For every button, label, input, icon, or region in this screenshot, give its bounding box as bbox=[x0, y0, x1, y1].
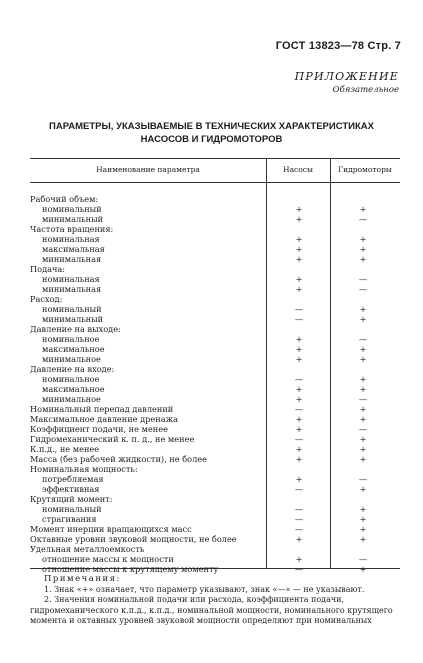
table-row bbox=[30, 484, 400, 494]
table-row bbox=[30, 314, 400, 324]
motor-mark: + bbox=[359, 414, 367, 424]
table-row bbox=[30, 254, 400, 264]
table-row bbox=[30, 474, 400, 484]
parameter-name: Номинальный перепад давлений bbox=[30, 404, 174, 414]
parameter-name: максимальная bbox=[42, 244, 105, 254]
table-row bbox=[30, 274, 400, 284]
appendix-block bbox=[295, 70, 399, 95]
table-row bbox=[30, 244, 400, 254]
appendix-title: ПРИЛОЖЕНИЕ bbox=[294, 70, 399, 83]
notes-heading: Примечания: bbox=[44, 574, 121, 584]
pump-mark: — bbox=[294, 374, 304, 384]
table-row bbox=[30, 514, 400, 524]
pump-mark: — bbox=[294, 514, 304, 524]
parameter-name: номинальная bbox=[42, 274, 100, 284]
table-row bbox=[30, 544, 400, 554]
motor-mark: — bbox=[358, 554, 368, 564]
table-row bbox=[30, 324, 400, 334]
header-motors: Гидромоторы bbox=[338, 165, 392, 174]
motor-mark: + bbox=[359, 234, 367, 244]
parameter-name: минимальное bbox=[42, 354, 101, 364]
motor-mark: + bbox=[359, 384, 367, 394]
parameter-name: номинальное bbox=[42, 374, 100, 384]
parameter-name: Крутящий момент: bbox=[30, 494, 113, 504]
header-pumps: Насосы bbox=[283, 165, 313, 174]
motor-mark: + bbox=[359, 304, 367, 314]
pump-mark: + bbox=[295, 334, 303, 344]
table-row bbox=[30, 354, 400, 364]
motor-mark: + bbox=[359, 434, 367, 444]
pump-mark: + bbox=[295, 444, 303, 454]
motor-mark: — bbox=[358, 214, 368, 224]
table-row bbox=[30, 554, 400, 564]
table-top-rule bbox=[30, 158, 400, 159]
pump-mark: + bbox=[295, 244, 303, 254]
pump-mark: + bbox=[295, 424, 303, 434]
table-header-rule bbox=[30, 182, 400, 183]
motor-mark: + bbox=[359, 344, 367, 354]
pump-mark: + bbox=[295, 554, 303, 564]
pump-mark: — bbox=[294, 504, 304, 514]
table-row bbox=[30, 374, 400, 384]
table-row bbox=[30, 334, 400, 344]
table-row bbox=[30, 224, 400, 234]
parameter-name: минимальное bbox=[42, 394, 101, 404]
table-row bbox=[30, 364, 400, 374]
parameters-table bbox=[30, 158, 400, 574]
parameter-name: Подача: bbox=[30, 264, 66, 274]
motor-mark: + bbox=[359, 484, 367, 494]
motor-mark: — bbox=[358, 284, 368, 294]
pump-mark: + bbox=[295, 274, 303, 284]
parameter-name: Октавные уровни звуковой мощности, не более bbox=[30, 534, 237, 544]
motor-mark: + bbox=[359, 204, 367, 214]
table-row bbox=[30, 214, 400, 224]
motor-mark: + bbox=[359, 254, 367, 264]
pump-mark: + bbox=[295, 394, 303, 404]
parameter-name: максимальное bbox=[42, 344, 105, 354]
motor-mark: + bbox=[359, 314, 367, 324]
parameter-name: номинальный bbox=[42, 304, 102, 314]
pump-mark: + bbox=[295, 284, 303, 294]
pump-mark: — bbox=[294, 404, 304, 414]
parameter-name: Давление на входе: bbox=[30, 364, 115, 374]
parameter-name: страгивания bbox=[42, 514, 97, 524]
parameter-name: Максимальное давление дренажа bbox=[30, 414, 178, 424]
standard-header: ГОСТ 13823—78 Стр. 7 bbox=[275, 40, 401, 52]
table-row bbox=[30, 564, 400, 574]
table-row bbox=[30, 264, 400, 274]
table-row bbox=[30, 394, 400, 404]
table-row bbox=[30, 304, 400, 314]
motor-mark: + bbox=[359, 504, 367, 514]
table-row bbox=[30, 344, 400, 354]
pump-mark: — bbox=[294, 524, 304, 534]
motor-mark: + bbox=[359, 454, 367, 464]
parameter-name: минимальный bbox=[42, 314, 104, 324]
motor-mark: + bbox=[359, 374, 367, 384]
parameter-name: максимальное bbox=[42, 384, 105, 394]
table-row bbox=[30, 464, 400, 474]
parameter-name: потребляемая bbox=[42, 474, 104, 484]
table-row bbox=[30, 454, 400, 464]
pump-mark: + bbox=[295, 214, 303, 224]
pump-mark: + bbox=[295, 254, 303, 264]
appendix-subtitle: Обязательное bbox=[332, 85, 399, 95]
parameter-name: номинальный bbox=[42, 204, 102, 214]
table-row bbox=[30, 404, 400, 414]
pump-mark: + bbox=[295, 354, 303, 364]
table-row bbox=[30, 424, 400, 434]
pump-mark: — bbox=[294, 314, 304, 324]
pump-mark: — bbox=[294, 564, 304, 574]
table-row bbox=[30, 194, 400, 204]
parameter-name: Момент инерции вращающихся масс bbox=[30, 524, 192, 534]
motor-mark: — bbox=[358, 334, 368, 344]
motor-mark: + bbox=[359, 564, 367, 574]
parameter-name: минимальный bbox=[42, 214, 104, 224]
motor-mark: + bbox=[359, 404, 367, 414]
parameter-name: Масса (без рабочей жидкости), не более bbox=[30, 454, 207, 464]
pump-mark: — bbox=[294, 304, 304, 314]
pump-mark: + bbox=[295, 234, 303, 244]
title-line-2: НАСОСОВ И ГИДРОМОТОРОВ bbox=[140, 134, 283, 145]
parameter-name: эффективная bbox=[42, 484, 100, 494]
motor-mark: + bbox=[359, 534, 367, 544]
pump-mark: + bbox=[295, 454, 303, 464]
header-parameter-name: Наименование параметра bbox=[96, 165, 200, 174]
parameter-name: номинальная bbox=[42, 234, 100, 244]
note-2: 2. Значения номинальной подачи или расхода, коэффициента подачи, гидромеханического к.п.д., к.п.д., номинальной мощности, номинального крутящего момента и октавных уровней звуковой мощности определяют при номинальных bbox=[30, 595, 393, 625]
motor-mark: — bbox=[358, 424, 368, 434]
notes-block bbox=[30, 574, 402, 627]
table-row bbox=[30, 504, 400, 514]
table-row bbox=[30, 384, 400, 394]
parameter-name: отношение массы к крутящему моменту bbox=[42, 564, 219, 574]
parameter-name: Коэффициент подачи, не менее bbox=[30, 424, 168, 434]
table-row bbox=[30, 204, 400, 214]
pump-mark: + bbox=[295, 344, 303, 354]
parameter-name: Номинальная мощность: bbox=[30, 464, 138, 474]
pump-mark: + bbox=[295, 384, 303, 394]
document-title bbox=[30, 120, 393, 146]
parameter-name: К.п.д., не менее bbox=[30, 444, 100, 454]
table-row bbox=[30, 494, 400, 504]
pump-mark: — bbox=[294, 434, 304, 444]
parameter-name: номинальный bbox=[42, 504, 102, 514]
parameter-name: Давление на выходе: bbox=[30, 324, 121, 334]
table-row bbox=[30, 434, 400, 444]
note-1: 1. Знак «+» означает, что параметр указывают, знак «—» — не указывают. bbox=[44, 584, 365, 594]
parameter-name: Удельная металлоемкость bbox=[30, 544, 145, 554]
motor-mark: + bbox=[359, 444, 367, 454]
motor-mark: + bbox=[359, 244, 367, 254]
pump-mark: + bbox=[295, 414, 303, 424]
parameter-name: номинальное bbox=[42, 334, 100, 344]
motor-mark: + bbox=[359, 524, 367, 534]
table-row bbox=[30, 234, 400, 244]
pump-mark: — bbox=[294, 484, 304, 494]
parameter-name: Рабочий объем: bbox=[30, 194, 99, 204]
parameter-name: Гидромеханический к. п. д., не менее bbox=[30, 434, 195, 444]
motor-mark: + bbox=[359, 354, 367, 364]
parameter-name: отношение массы к мощности bbox=[42, 554, 174, 564]
motor-mark: + bbox=[359, 514, 367, 524]
parameter-name: Частота вращения: bbox=[30, 224, 114, 234]
table-row bbox=[30, 414, 400, 424]
title-line-1: ПАРАМЕТРЫ, УКАЗЫВАЕМЫЕ В ТЕХНИЧЕСКИХ ХАРАКТЕРИСТИКАХ bbox=[49, 121, 374, 132]
table-row bbox=[30, 524, 400, 534]
pump-mark: + bbox=[295, 204, 303, 214]
motor-mark: — bbox=[358, 274, 368, 284]
table-row bbox=[30, 444, 400, 454]
pump-mark: + bbox=[295, 534, 303, 544]
motor-mark: — bbox=[358, 474, 368, 484]
parameter-name: минимальная bbox=[42, 284, 102, 294]
motor-mark: — bbox=[358, 394, 368, 404]
table-row bbox=[30, 284, 400, 294]
parameter-name: Расход: bbox=[30, 294, 63, 304]
table-row bbox=[30, 294, 400, 304]
parameter-name: минимальная bbox=[42, 254, 102, 264]
pump-mark: + bbox=[295, 474, 303, 484]
table-row bbox=[30, 534, 400, 544]
